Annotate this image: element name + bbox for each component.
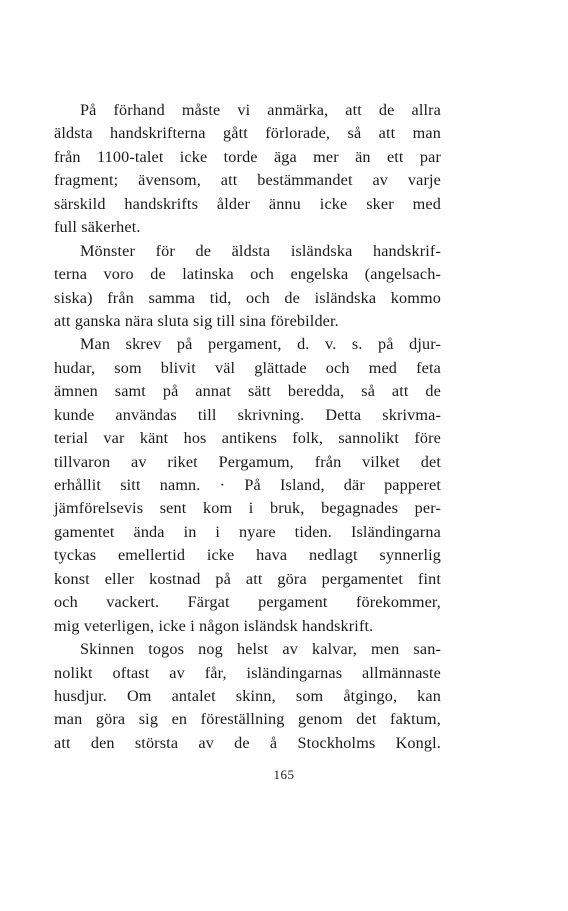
text-line: Man skrev på pergament, d. v. s. på djur-	[80, 335, 441, 354]
text-line: att ganska nära sluta sig till sina förebilder.	[54, 311, 339, 330]
text-line: siska) från samma tid, och de isländska kommo	[54, 288, 441, 307]
text-line: Skinnen togos nog helst av kalvar, men san-	[80, 640, 441, 659]
text-line: tillvaron av riket Pergamum, från vilket det	[54, 452, 441, 471]
text-line: husdjur. Om antalet skinn, som åtgingo, kan	[54, 686, 441, 705]
text-line: att den största av de å Stockholms Kongl.	[54, 733, 441, 752]
text-line: terial var känt hos antikens folk, sannolikt före	[54, 429, 441, 448]
text-line: äldsta handskrifterna gått förlorade, så att man	[54, 124, 441, 143]
text-line: erhållit sitt namn. · På Island, där papperet	[54, 476, 441, 494]
text-line: konst eller kostnad på att göra pergamentet fint	[54, 569, 441, 588]
text-line: tyckas emellertid icke hava nedlagt synnerlig	[54, 546, 441, 565]
text-line: jämförelsevis sent kom i bruk, begagnades per-	[54, 499, 441, 518]
text-line: full säkerhet.	[54, 218, 141, 237]
text-line: och vackert. Färgat pergament förekommer,	[54, 593, 441, 612]
text-line: nolikt oftast av får, isländingarnas allmännaste	[54, 663, 441, 682]
text-line: särskild handskrifts ålder ännu icke sker med	[54, 194, 441, 213]
text-line: kunde användas till skrivning. Detta skrivma-	[54, 405, 441, 424]
text-line: På förhand måste vi anmärka, att de allra	[80, 101, 441, 119]
text-line: fragment; ävensom, att bestämmandet av varje	[54, 171, 441, 190]
page-number: 165	[273, 767, 295, 782]
text-line: ämnen samt på annat sätt beredda, så att de	[54, 382, 441, 401]
text-line: man göra sig en föreställning genom det faktum,	[54, 710, 441, 729]
text-line: terna voro de latinska och engelska (angelsach-	[54, 265, 441, 284]
text-line: från 1100-talet icke torde äga mer än ett par	[54, 147, 441, 166]
text-line: hudar, som blivit väl glättade och med feta	[54, 358, 441, 377]
text-line: gamentet ända in i nyare tiden. Isländingarna	[54, 522, 441, 541]
text-line: Mönster för de äldsta isländska handskrif-	[80, 241, 441, 260]
page-body	[54, 99, 441, 755]
text-line: mig veterligen, icke i någon isländsk handskrift.	[54, 616, 374, 635]
